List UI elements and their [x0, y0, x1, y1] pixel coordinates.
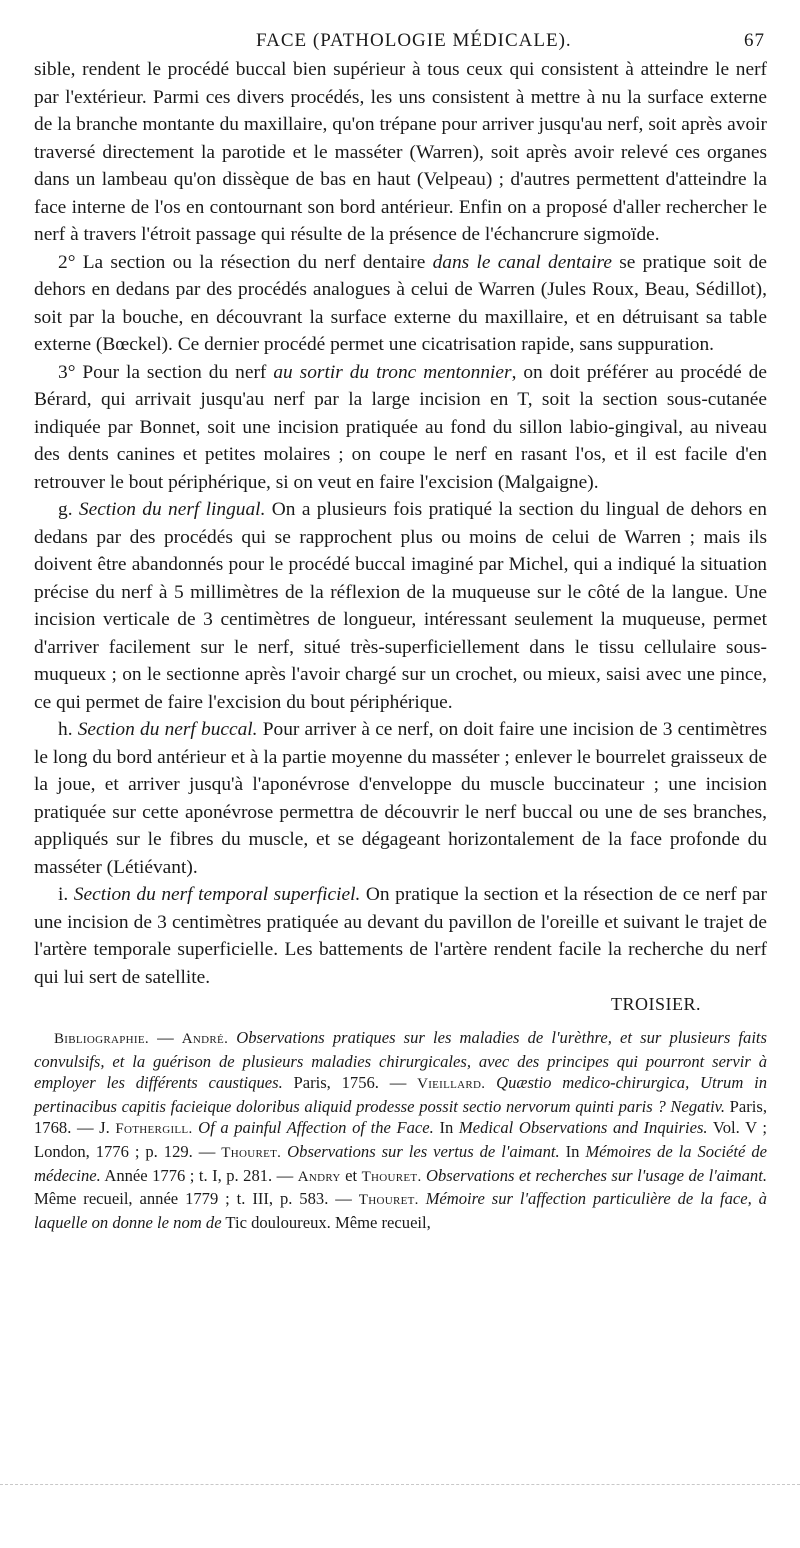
source-title: Mémoires de la Société de médecine. — [34, 1141, 767, 1185]
section-letter: h. — [58, 719, 78, 740]
paragraph-text: 2° La section ou la résection du nerf dentaire — [58, 251, 433, 273]
separator: — — [148, 1028, 182, 1047]
author-name: Vieillard. — [417, 1076, 486, 1093]
paragraph-continuation — [34, 56, 767, 249]
paragraph-text: Pour arriver à ce nerf, on doit faire une incision de 3 centimètres le long du bord antérieur et à la partie moyenne du masséter ; enlever le bourrelet graisseux de la joue, et arriver jusqu'à l'aponévrose d'enveloppe du muscle buccinateur ; une incision pratiquée sur cette aponévrose permettra de découvrir le nerf buccal ou une de ses branches, appliqués sur le fibres du muscle, et se dégageant horizontalement de la face profonde du masséter (Létiévant). — [34, 719, 767, 878]
main-text — [34, 56, 767, 991]
author-name: Thouret. — [221, 1144, 282, 1161]
author-name: Thouret. — [358, 1192, 419, 1209]
work-title: Of a painful Affection of the Face. — [192, 1118, 434, 1138]
paragraph-text: 3° Pour la section du nerf — [58, 361, 274, 383]
publication-info: In — [559, 1141, 586, 1161]
author-signature: TROISIER. — [611, 994, 701, 1014]
paragraph-text: , on doit préférer au procédé de Bérard, qui arrivait jusqu'au nerf par la large incision en T, soit la section sous-cutanée indiquée par Bonnet, soit une incision pratiquée au fond du sillon labio-gingival, au niveau des dents canines et petites molaires ; on coupe le nerf en rasant l'os, et il est facile d'en retrouver le bout périphérique, si on veut en faire l'excision (Malgaigne). — [34, 361, 767, 493]
conjunction: et — [340, 1165, 362, 1185]
italic-phrase: au sortir du tronc mentonnier — [273, 361, 512, 383]
section-heading: Section du nerf temporal superficiel. — [73, 884, 361, 905]
paragraph-text: sible, rendent le procédé buccal bien supérieur à tous ceux qui consistent à atteindre le nerf par l'extérieur. Parmi ces divers procédés, les uns consistent à mettre à nu la surface externe de la branche montante du maxillaire, qu'on trépane pour arriver jusqu'au nerf, soit après avoir traversé directement la parotide et le masséter (Warren), soit après avoir relevé ces organes dans un lambeau qu'on dissèque de bas en haut (Velpeau) ; d'autres permettent d'atteindre la face interne de l'os en contournant son bord antérieur. Enfin on a proposé d'aller rechercher le nerf à travers l'étroit passage qui résulte de la présence de l'échancrure sigmoïde. — [34, 59, 767, 245]
paragraph-mental-nerve — [34, 359, 767, 497]
paragraph-dental-nerve — [34, 249, 767, 359]
bibliography-label: Bibliographie. — [54, 1031, 149, 1047]
author-name: André. — [181, 1031, 229, 1047]
paragraph-text: se pratique soit de dehors en dedans par des procédés analogues à celui de Warren (Jules Roux, Beau, Sédillot), soit par la bouche, en découvrant la surface externe du maxillaire, et en détruisant sa table externe (Bœckel). Ce dernier procédé permet une cicatrisation rapide, sans suppuration. — [34, 251, 767, 355]
publication-info: Paris, 1768. — J. — [34, 1096, 767, 1138]
author-name: Andry — [297, 1168, 341, 1185]
publication-info: Vol. V ; London, 1776 ; p. 129. — — [34, 1118, 768, 1161]
paragraph-temporal-nerve — [34, 881, 767, 991]
running-title: FACE (PATHOLOGIE MÉDICALE). — [256, 30, 572, 51]
publication-info: In — [433, 1118, 459, 1138]
running-header — [34, 28, 767, 56]
page-bottom-divider — [0, 1484, 800, 1485]
section-heading: Section du nerf lingual. — [78, 499, 266, 520]
paragraph-buccal-nerve — [34, 716, 767, 881]
italic-phrase: dans le canal dentaire — [432, 251, 612, 273]
bibliography-paragraph — [34, 1027, 767, 1233]
publication-info: Année 1776 ; t. I, p. 281. — — [100, 1165, 298, 1185]
paragraph-lingual-nerve — [34, 496, 767, 716]
section-letter: g. — [58, 499, 79, 520]
publication-info: Même recueil, année 1779 ; t. III, p. 583. — — [34, 1189, 359, 1209]
publication-info: Même recueil, — [330, 1212, 431, 1232]
work-title: Quæstio medico-chirurgica, Utrum in pertinacibus capitis facieique doloribus aliquid prodesse possit sectio nervorum quinti paris ? Negativ. — [34, 1073, 768, 1116]
bibliography — [34, 1027, 767, 1233]
work-title: Observations et recherches sur l'usage de l'aimant. — [421, 1165, 767, 1185]
paragraph-text: On a plusieurs fois pratiqué la section du lingual de dehors en dedans par des procédés qui se rapprochent plus ou moins de celui de Warren ; mais ils doivent être abandonnés pour le procédé buccal imaginé par Michel, qui a indiqué la situation précise du nerf à 5 millimètres de la réflexion de la muqueuse sur le côté de la langue. Une incision verticale de 3 centimètres de longueur, intéressant seulement la muqueuse, permet d'arriver facilement sur le nerf, situé très-superficiellement dans le tissu cellulaire sous-muqueux ; on le sectionne après l'avoir chargé sur un crochet, ou mieux, saisi avec une pince, ce qui permet de faire l'excision du bout périphérique. — [34, 499, 767, 713]
work-title: Observations sur les vertus de l'aimant. — [281, 1141, 560, 1161]
work-title: Observations pratiques sur les maladies de l'urèthre, et sur plusieurs faits convulsifs, et la guérison de plusieurs maladies chirurgicales, avec des principes qui pourront servir à employer les différents caustiques. — [34, 1028, 767, 1093]
section-heading: Section du nerf buccal. — [77, 719, 258, 740]
publication-info: Paris, 1756. — — [282, 1073, 418, 1093]
work-title: Mémoire sur l'affection particulière de la face, à laquelle on donne le nom de — [34, 1189, 767, 1232]
page-number: 67 — [744, 30, 765, 51]
paragraph-text: On pratique la section et la résection de ce nerf par une incision de 3 centimètres pratiquée au devant du pavillon de l'oreille et suivant le trajet de l'artère temporale superficielle. Les battements de l'artère rendent facile la recherche du nerf qui lui sert de satellite. — [34, 884, 767, 988]
term: Tic douloureux. — [221, 1212, 331, 1232]
author-name: Fothergill. — [115, 1121, 193, 1138]
source-title: Medical Observations and Inquiries. — [458, 1118, 708, 1138]
section-letter: i. — [58, 884, 74, 905]
document-page — [34, 28, 767, 1233]
author-name: Thouret. — [361, 1168, 422, 1185]
